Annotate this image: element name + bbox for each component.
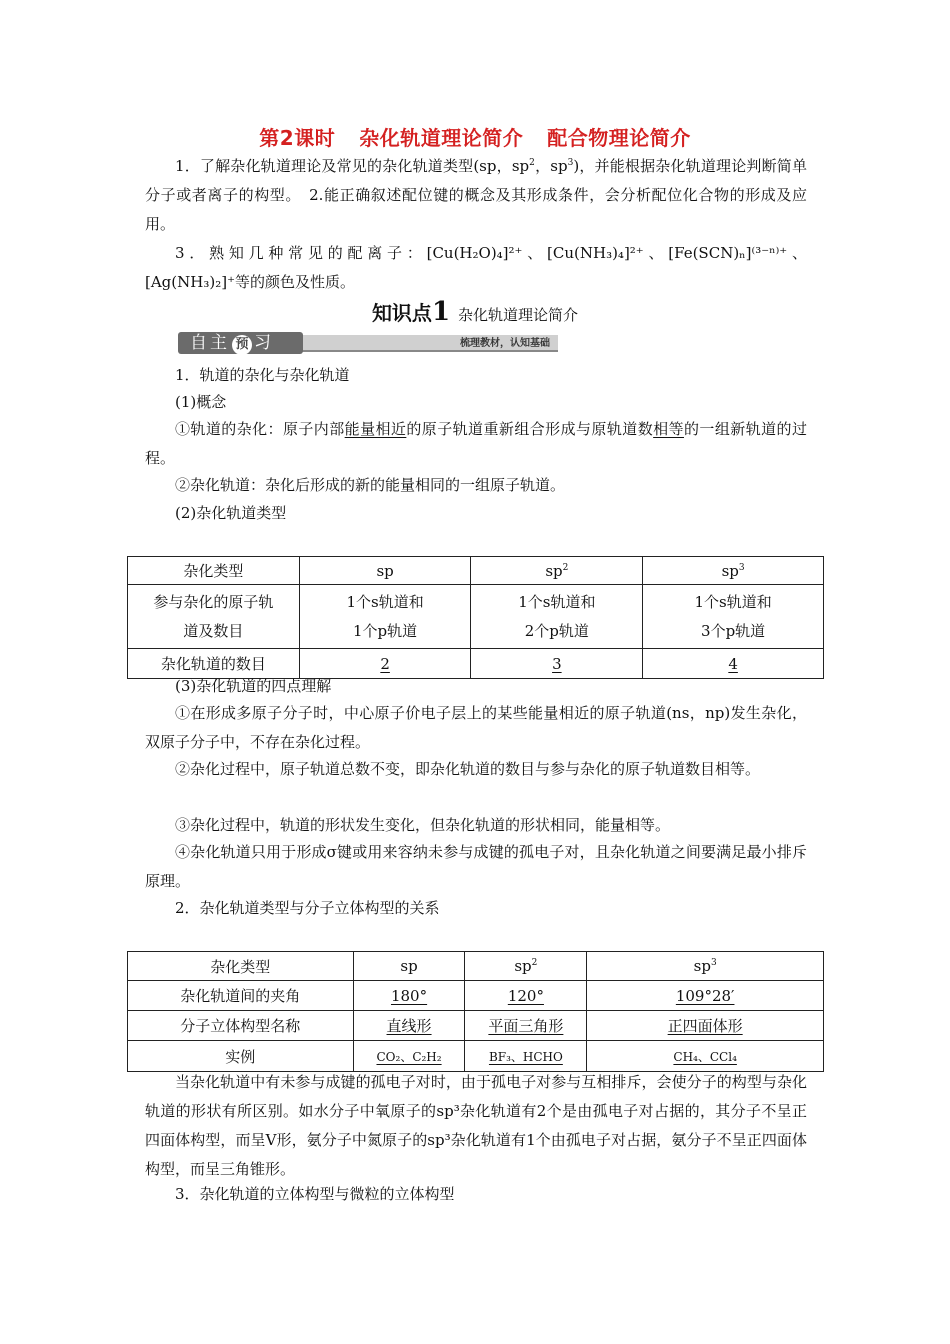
point-4: ④杂化轨道只用于形成σ键或用来容纳未参与成键的孤电子对，且杂化轨道之间要满足最小排斥原理。 [145,843,807,890]
point-3: ③杂化过程中，轨道的形状发生变化，但杂化轨道的形状相同，能量相等。 [175,816,671,834]
self-preview-banner [178,332,558,354]
banner-subtitle: 梳理教材，认知基础 [296,335,558,352]
objectives-paragraph-2: 3．熟知几种常见的配离子：[Cu(H₂O)₄]²⁺、[Cu(NH₃)₄]²⁺、[Fe(SCN)ₙ]⁽³⁻ⁿ⁾⁺、[Ag(NH₃)₂]⁺等的颜色及性质。 [145,244,807,291]
objectives-paragraph-1: 1．了解杂化轨道理论及常见的杂化轨道类型(sp，$sp^2$，$sp^3$)，并能根据杂化轨道理论判断简单分子或者离子的构型。 2.能正确叙述配位键的概念及其形成条件，会分析配位化合物的形成及应用。 [145,157,807,233]
preview-circle-icon: 预 [232,335,252,355]
lone-pair-paragraph: 当杂化轨道中有未参与成键的孤电子对时，由于孤电子对参与互相排斥，会使分子的构型与杂化轨道的形状有所区别。如水分子中氧原子的sp³杂化轨道有2个是由孤电子对占据的，其分子不呈正四面体构型，而呈V形，氨分子中氮原子的sp³杂化轨道有1个由孤电子对占据，氨分子不呈正四面体构型，而呈三角锥形。 [145,1073,807,1178]
knowledge-point-heading [0,297,950,327]
title-part-1: 第2课时 [259,126,336,150]
concept-heading: (1)概念 [175,393,227,411]
point-1: ①在形成多原子分子时，中心原子价电子层上的某些能量相近的原子轨道(ns，np)发生杂化，双原子分子中，不存在杂化过程。 [145,704,807,751]
types-heading: (2)杂化轨道类型 [175,504,287,522]
hybrid-types-table [127,556,824,679]
kp-prefix: 知识点 [371,301,432,325]
section-2-heading: 2．杂化轨道类型与分子立体构型的关系 [175,899,440,917]
table-row: 杂化轨道的数目 2 3 4 [128,649,824,679]
section-3-heading: 3．杂化轨道的立体构型与微粒的立体构型 [175,1185,455,1203]
kp-number: 1 [431,297,451,327]
lesson-title [0,122,950,151]
point-2: ②杂化过程中，原子轨道总数不变，即杂化轨道的数目与参与杂化的原子轨道数目相等。 [175,760,761,778]
table-row: 杂化轨道间的夹角 180° 120° 109°28′ [128,981,824,1011]
table-row: 杂化类型 sp $sp^2$ $sp^3$ [128,557,824,585]
table-row: 实例 CO₂、C₂H₂ BF₃、HCHO CH₄、CCl₄ [128,1041,824,1072]
concept-item-2: ②杂化轨道：杂化后形成的新的能量相同的一组原子轨道。 [175,476,566,494]
table-row: 参与杂化的原子轨 道及数目 1个s轨道和 1个p轨道 1个s轨道和 2个p轨道 1个s轨道和 3个p轨道 [128,585,824,649]
four-points-heading: (3)杂化轨道的四点理解 [175,677,332,695]
geometry-table [127,951,824,1072]
concept-item-1: ①轨道的杂化：原子内部能量相近的原子轨道重新组合形成与原轨道数相等的一组新轨道的过程。 [145,420,807,467]
table-row: 分子立体构型名称 直线形 平面三角形 正四面体形 [128,1011,824,1041]
table-row: 杂化类型 sp $sp^2$ $sp^3$ [128,952,824,981]
kp-name: 杂化轨道理论简介 [458,306,579,324]
section-1-heading: 1．轨道的杂化与杂化轨道 [175,366,350,384]
banner-label: 自主 预 习 [178,332,303,354]
title-part-2: 杂化轨道理论简介 [359,126,524,150]
title-part-3: 配合物理论简介 [547,126,691,150]
